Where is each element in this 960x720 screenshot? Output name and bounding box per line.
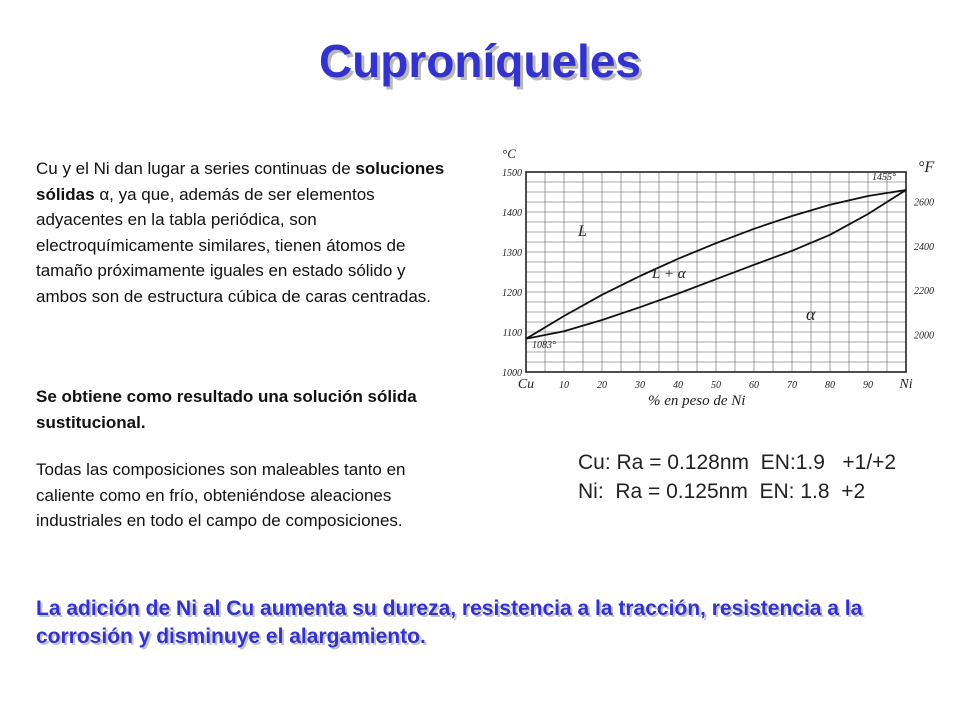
compositions-paragraph: Todas las composiciones son maleables tanto en caliente como en frío, obteniéndose aleaciones industriales en todo el campo de composiciones.: [36, 460, 406, 530]
x-tick-labels: [518, 377, 913, 392]
y-right-tick-label: 2000: [914, 330, 934, 342]
phase-diagram: [488, 140, 948, 410]
x-tick-label: 60: [749, 380, 759, 391]
y-right-tick-label: 2600: [914, 197, 934, 209]
point-label-ni-melting: 1455°: [872, 172, 896, 183]
y-tick-labels: [502, 168, 522, 379]
y-tick-label: 1000: [502, 368, 522, 379]
x-tick-label: 80: [825, 380, 835, 391]
conclusion-text: La adición de Ni al Cu aumenta su dureza, resistencia a la tracción, resistencia a la corrosión y disminuye el alargamiento.: [36, 597, 863, 648]
y-right-tick-label: 2200: [914, 286, 934, 298]
result-paragraph: Se obtiene como resultado una solución sólida sustitucional.: [36, 387, 417, 432]
y-tick-label: 1100: [502, 328, 522, 339]
y-axis-label-fahrenheit: °F: [918, 159, 935, 176]
intro-paragraph: [36, 156, 456, 309]
solid-solutions-term: soluciones sólidas: [36, 159, 445, 204]
cu-properties: Cu: Ra = 0.128nm EN:1.9 +1/+2: [578, 451, 897, 474]
x-tick-label: 30: [635, 380, 645, 391]
x-tick-label: 10: [559, 380, 569, 391]
region-label-liquid: L: [578, 223, 587, 240]
x-tick-label: 20: [597, 380, 607, 391]
point-label-cu-melting: 1083°: [532, 340, 556, 351]
x-tick-label: 90: [863, 380, 873, 391]
intro-text-start: Cu y el Ni dan lugar a series continuas de: [36, 159, 356, 178]
region-label-liquid-alpha: L + α: [652, 266, 686, 282]
y-right-tick-labels: [914, 197, 934, 341]
y-tick-label: 1500: [502, 168, 522, 179]
element-properties: [578, 448, 896, 506]
ni-properties: Ni: Ra = 0.125nm EN: 1.8 +2: [578, 480, 866, 503]
y-tick-label: 1300: [502, 248, 522, 259]
y-right-tick-label: 2400: [914, 241, 934, 253]
diagram-grid: [526, 172, 906, 372]
page-title: Cuproníqueles: [318, 35, 642, 87]
x-tick-label: Ni: [899, 377, 913, 392]
intro-text-end: α, ya que, además de ser elementos adyacentes en la tabla periódica, son electroquímicamente similares, tienen átomos de tamaño próximamente iguales en estado sólido y ambos son de estructura cúbica de caras centradas.: [36, 184, 431, 306]
x-axis-label: % en peso de Ni: [648, 393, 746, 409]
x-tick-label: 50: [711, 380, 721, 391]
x-tick-label: Cu: [517, 377, 535, 392]
y-tick-label: 1200: [502, 288, 522, 299]
region-label-alpha: α: [806, 304, 816, 324]
y-tick-label: 1400: [502, 208, 522, 219]
x-tick-label: 70: [787, 380, 797, 391]
x-tick-label: 40: [673, 380, 683, 391]
y-axis-label-celsius: °C: [502, 146, 516, 161]
